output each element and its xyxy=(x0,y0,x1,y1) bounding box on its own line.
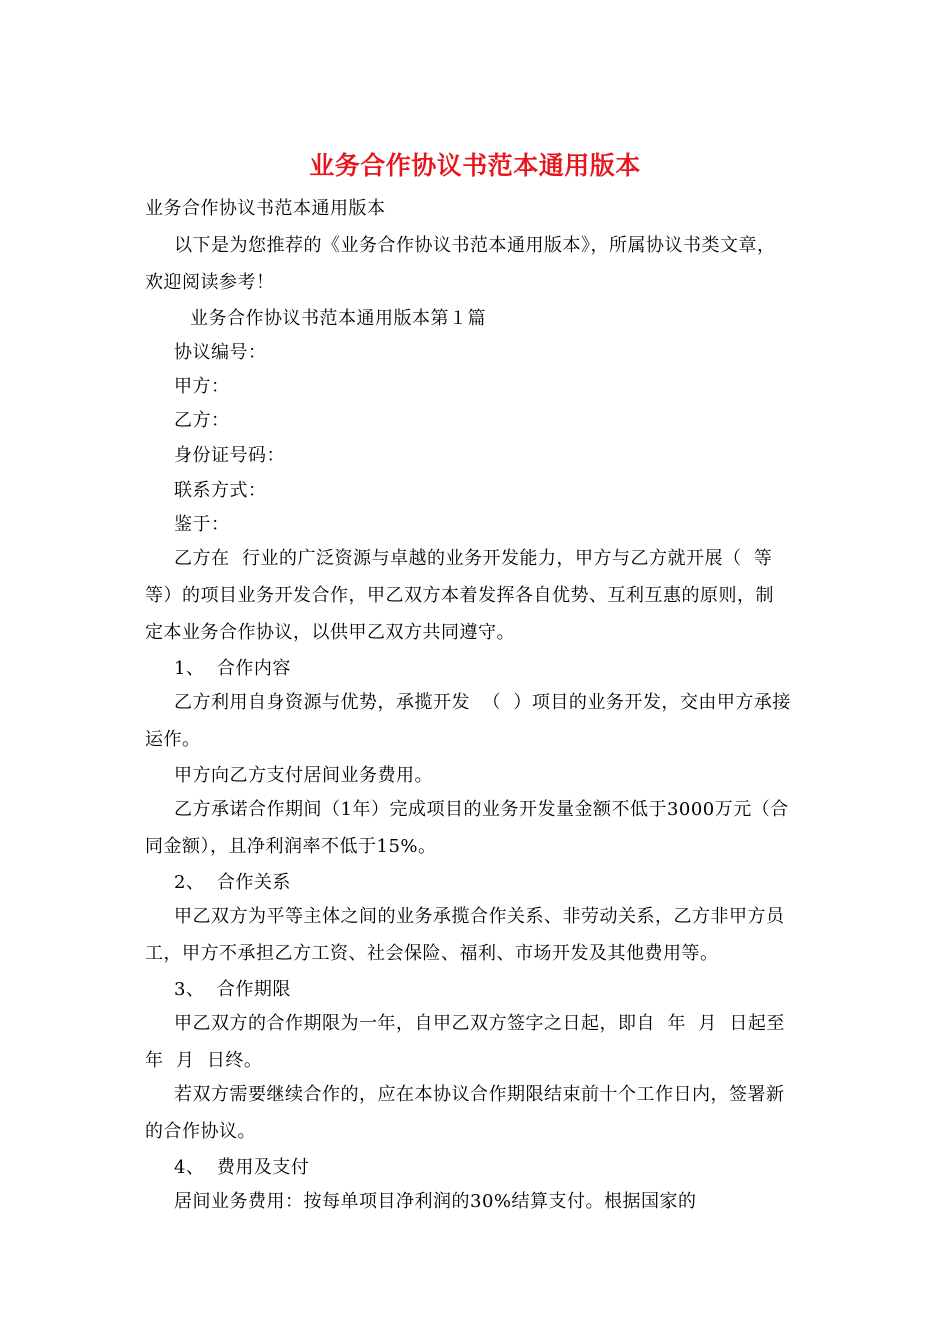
text-line: 乙方利用自身资源与优势，承揽开发 （ ）项目的业务开发，交由甲方承接 xyxy=(174,692,791,713)
text-line: 甲乙双方为平等主体之间的业务承揽合作关系、非劳动关系，乙方非甲方员 xyxy=(174,906,785,927)
text-line: 年 月 日终。 xyxy=(145,1050,263,1071)
text-line: 的合作协议。 xyxy=(145,1121,256,1142)
text-line: 同金额），且净利润率不低于15%。 xyxy=(145,836,437,857)
text-line: 身份证号码： xyxy=(174,445,285,466)
text-line: 业务合作协议书范本通用版本 xyxy=(145,198,386,219)
text-line: 工，甲方不承担乙方工资、社会保险、福利、市场开发及其他费用等。 xyxy=(145,943,719,964)
text-line: 乙方承诺合作期间（1年）完成项目的业务开发量金额不低于3000万元（合 xyxy=(174,799,789,820)
text-line: 运作。 xyxy=(145,729,201,750)
document-title: 业务合作协议书范本通用版本 xyxy=(309,151,641,180)
text-line: 甲方向乙方支付居间业务费用。 xyxy=(174,765,433,786)
text-line: 以下是为您推荐的《业务合作协议书范本通用版本》，所属协议书类文章， xyxy=(174,235,776,256)
text-line: 欢迎阅读参考！ xyxy=(145,272,275,293)
text-line: 若双方需要继续合作的，应在本协议合作期限结束前十个工作日内，签署新 xyxy=(174,1084,785,1105)
text-line: 居间业务费用：按每单项目净利润的30%结算支付。根据国家的 xyxy=(174,1191,697,1212)
text-line: 1、 合作内容 xyxy=(174,658,291,679)
text-line: 3、 合作期限 xyxy=(174,979,291,1000)
text-line: 业务合作协议书范本通用版本第１篇 xyxy=(190,308,486,329)
text-line: 联系方式： xyxy=(174,480,267,501)
text-line: 协议编号： xyxy=(174,342,267,363)
text-line: 乙方： xyxy=(174,410,230,431)
text-line: 甲乙双方的合作期限为一年，自甲乙双方签字之日起，即自 年 月 日起至 xyxy=(174,1013,785,1034)
text-line: 4、 费用及支付 xyxy=(174,1157,310,1178)
text-line: 甲方： xyxy=(174,376,230,397)
text-line: 乙方在 行业的广泛资源与卓越的业务开发能力，甲方与乙方就开展（ 等 xyxy=(174,548,773,569)
text-line: 2、 合作关系 xyxy=(174,872,291,893)
text-line: 等）的项目业务开发合作，甲乙双方本着发挥各自优势、互利互惠的原则，制 xyxy=(145,585,774,606)
text-line: 鉴于： xyxy=(174,514,230,535)
text-line: 定本业务合作协议，以供甲乙双方共同遵守。 xyxy=(145,622,515,643)
